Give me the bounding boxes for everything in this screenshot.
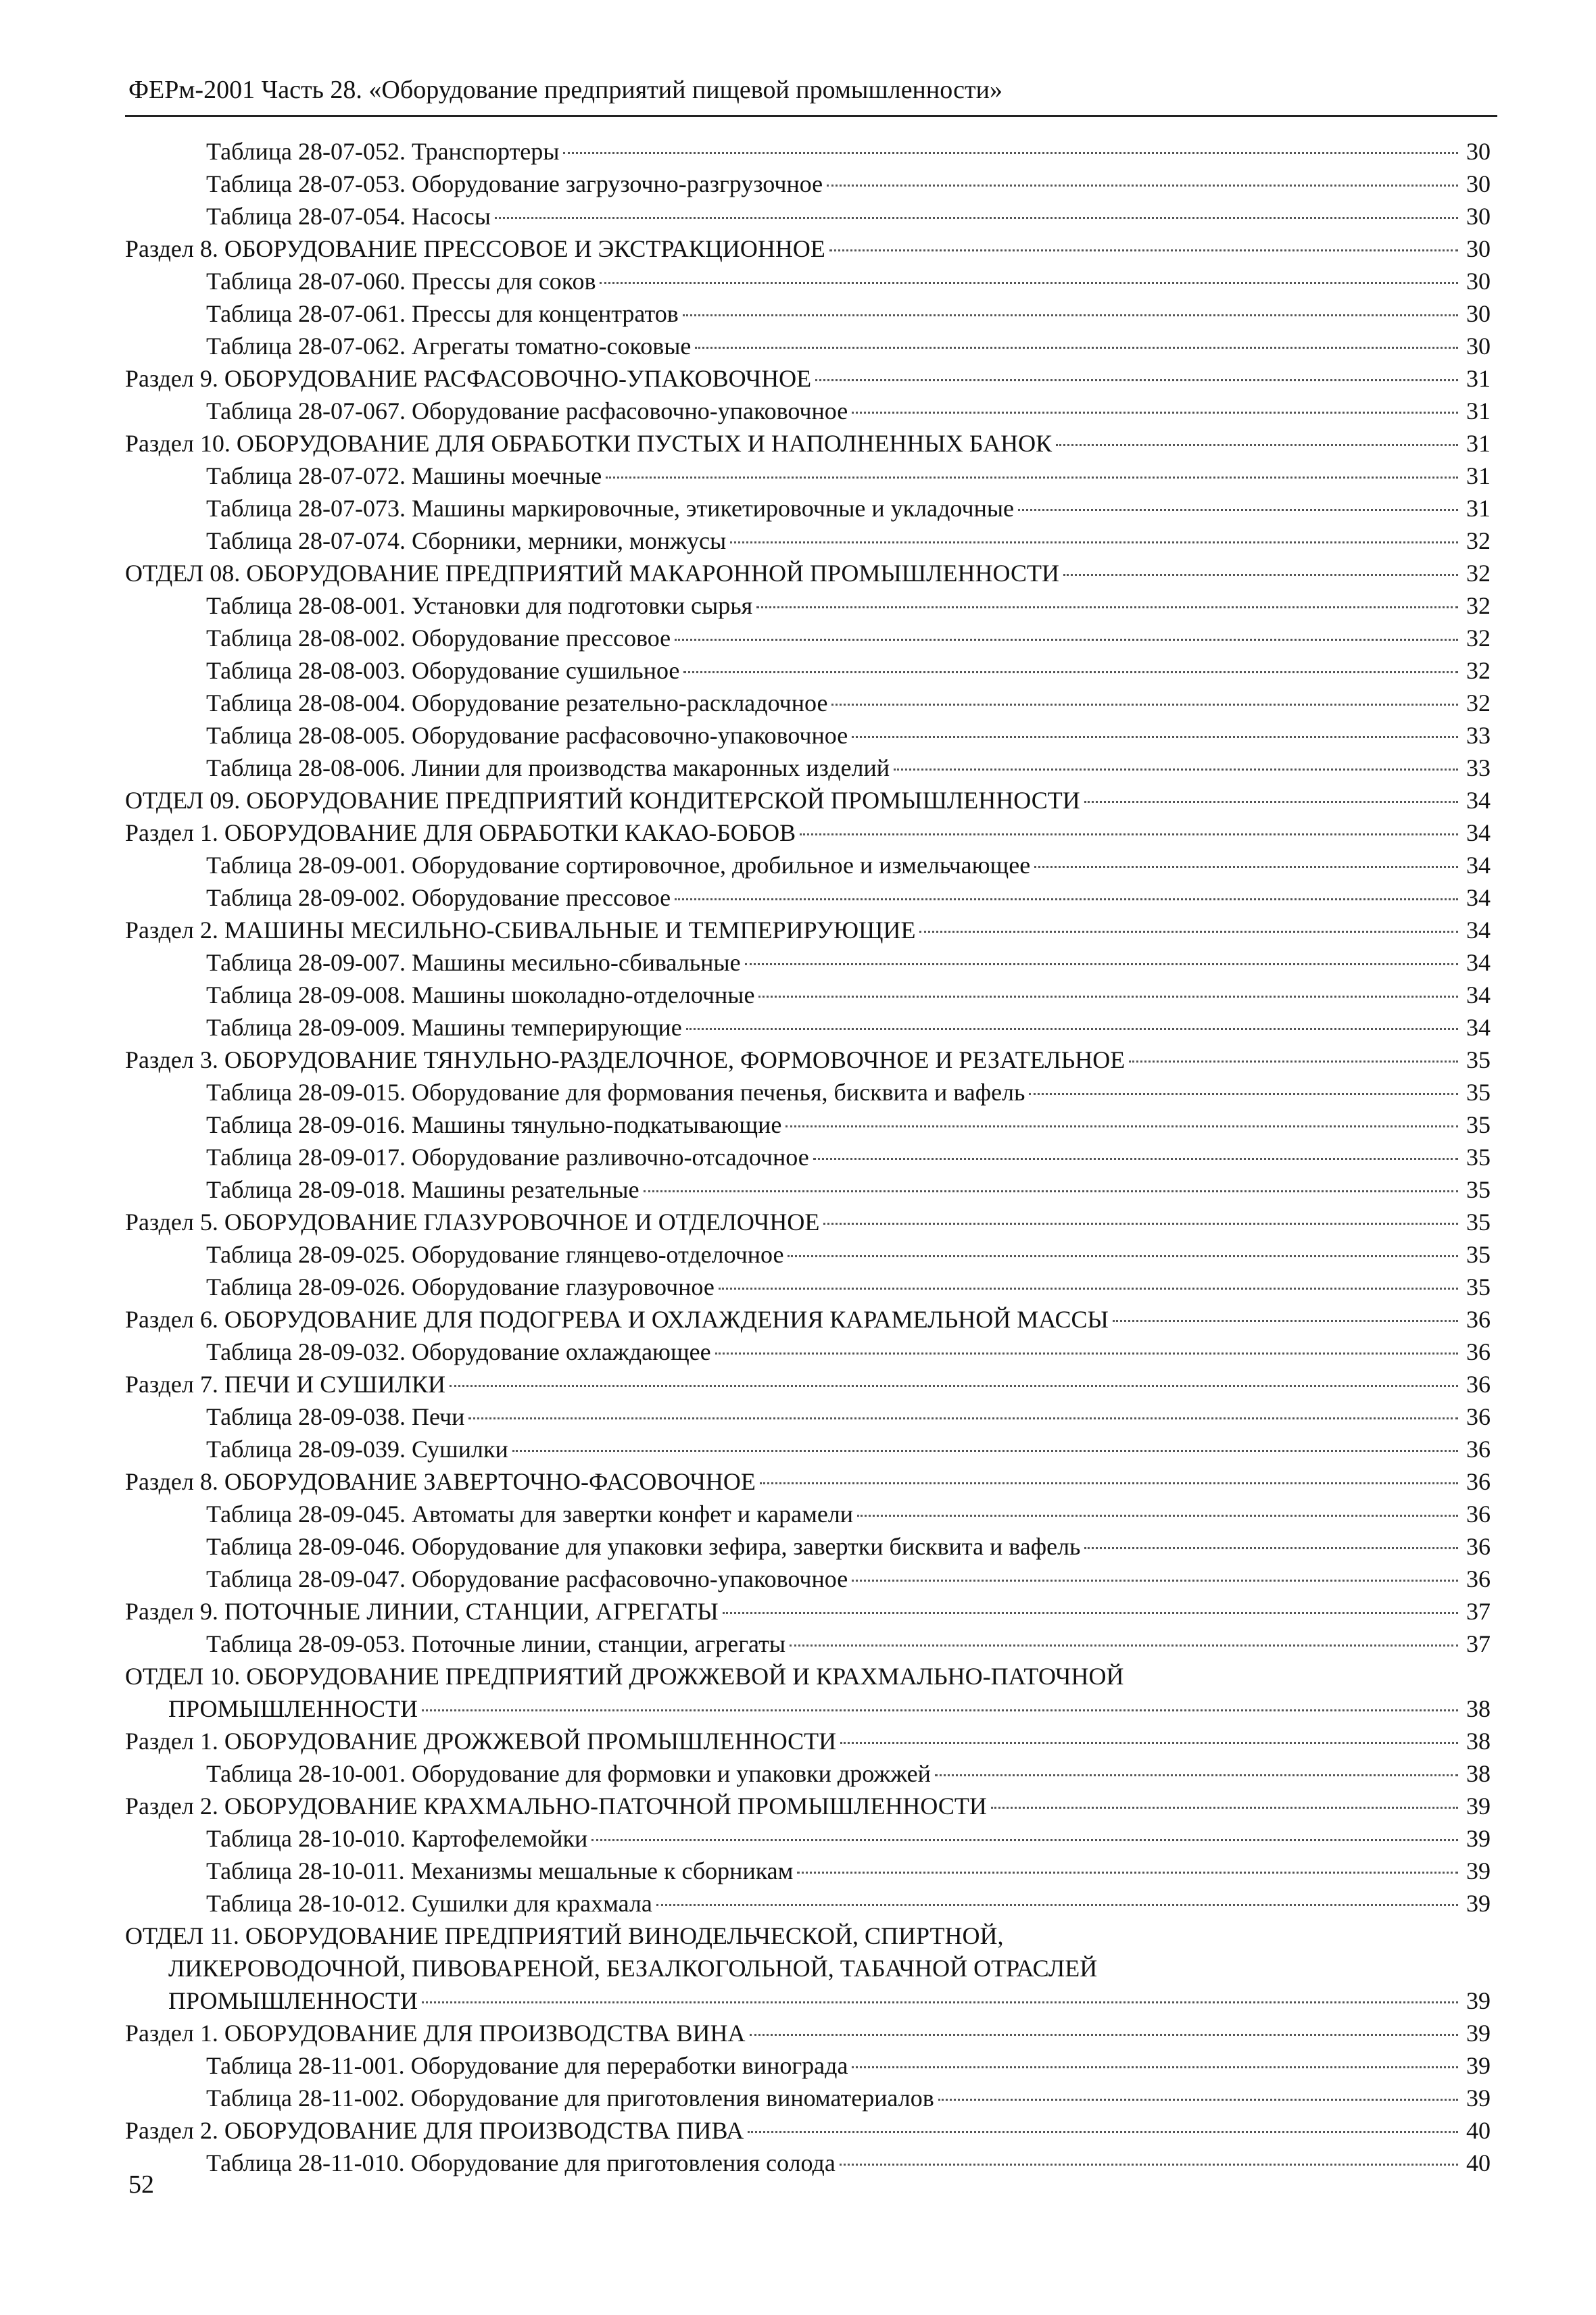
toc-entry-label: Таблица 28-07-061. Прессы для концентратов: [206, 300, 679, 327]
toc-entry[interactable]: [125, 2147, 1491, 2179]
toc-entry-label: Таблица 28-08-004. Оборудование резательно-раскладочное: [206, 689, 828, 716]
dot-leader: [723, 1612, 1458, 1614]
toc-entry-label: ПРОМЫШЛЕННОСТИ: [168, 1987, 418, 2014]
page-header: ФЕРм-2001 Часть 28. «Оборудование предприятий пищевой промышленности»: [128, 76, 1002, 104]
toc-entry-label: Таблица 28-09-032. Оборудование охлаждающее: [206, 1338, 711, 1365]
toc-entry-page: 39: [1466, 1890, 1491, 1917]
toc-entry-label: Таблица 28-07-072. Машины моечные: [206, 462, 602, 489]
toc-entry-page: 31: [1466, 397, 1491, 424]
toc-entry-page: 31: [1466, 462, 1491, 489]
dot-leader: [730, 541, 1458, 543]
toc-entry-page: 34: [1466, 852, 1491, 879]
toc-entry-page: 36: [1466, 1306, 1491, 1333]
toc-entry-label: Таблица 28-07-062. Агрегаты томатно-соковые: [206, 333, 692, 360]
toc-entry-page: 30: [1466, 333, 1491, 360]
toc-entry-page: 35: [1466, 1111, 1491, 1138]
toc-entry-page: 39: [1466, 1793, 1491, 1820]
toc-entry-label: Таблица 28-11-002. Оборудование для приготовления виноматериалов: [206, 2085, 934, 2112]
toc-entry-page: 32: [1466, 527, 1491, 554]
dot-leader: [756, 606, 1458, 608]
header-divider: [125, 115, 1497, 117]
toc-entry-label: Таблица 28-09-025. Оборудование глянцево-отделочное: [206, 1241, 784, 1268]
toc-entry-page: 35: [1466, 1079, 1491, 1106]
dot-leader: [1029, 1093, 1458, 1095]
toc-entry[interactable]: [125, 1303, 1491, 1336]
toc-entry-label: Таблица 28-09-018. Машины резательные: [206, 1176, 639, 1203]
toc-entry-page: 32: [1466, 592, 1491, 619]
toc-entry[interactable]: [125, 525, 1491, 557]
toc-entry-page: 39: [1466, 1987, 1491, 2014]
toc-entry[interactable]: [125, 1173, 1491, 1206]
toc-entry[interactable]: [125, 1368, 1491, 1400]
toc-entry-label: Таблица 28-09-008. Машины шоколадно-отделочные: [206, 981, 755, 1008]
toc-entry-label: Раздел 1. ОБОРУДОВАНИЕ ДРОЖЖЕВОЙ ПРОМЫШЛЕННОСТИ: [125, 1728, 837, 1755]
dot-leader: [823, 1223, 1458, 1225]
toc-entry[interactable]: [125, 1238, 1491, 1271]
toc-entry[interactable]: [125, 492, 1491, 525]
toc-entry-label: Таблица 28-11-010. Оборудование для приготовления солода: [206, 2149, 836, 2176]
toc-entry-page: 30: [1466, 235, 1491, 262]
toc-entry-label: Таблица 28-09-015. Оборудование для формования печенья, бисквита и вафель: [206, 1079, 1025, 1106]
dot-leader: [991, 1807, 1458, 1809]
dot-leader: [790, 1644, 1458, 1647]
toc-entry[interactable]: [125, 1271, 1491, 1303]
toc-entry[interactable]: [125, 719, 1491, 752]
toc-entry-label: Раздел 6. ОБОРУДОВАНИЕ ДЛЯ ПОДОГРЕВА И ОХЛАЖДЕНИЯ КАРАМЕЛЬНОЙ МАССЫ: [125, 1306, 1109, 1333]
dot-leader: [1113, 1320, 1458, 1322]
toc-entry-page: 30: [1466, 138, 1491, 165]
toc-entry[interactable]: [125, 784, 1491, 817]
toc-entry[interactable]: [125, 1206, 1491, 1238]
toc-entry-label: Таблица 28-09-053. Поточные линии, станции, агрегаты: [206, 1630, 786, 1657]
toc-entry[interactable]: [125, 557, 1491, 589]
toc-entry-page: 32: [1466, 560, 1491, 587]
toc-entry[interactable]: [125, 1011, 1491, 1044]
toc-entry-label: Таблица 28-09-017. Оборудование разливочно-отсадочное: [206, 1144, 809, 1171]
toc-entry[interactable]: [125, 2049, 1491, 2082]
toc-entry-page: 39: [1466, 1857, 1491, 1884]
dot-leader: [800, 833, 1458, 835]
dot-leader: [719, 1288, 1458, 1290]
toc-entry-label: ОТДЕЛ 11. ОБОРУДОВАНИЕ ПРЕДПРИЯТИЙ ВИНОДЕЛЬЧЕСКОЙ, СПИРТНОЙ,: [125, 1922, 1004, 1949]
toc-entry-page: 35: [1466, 1209, 1491, 1236]
toc-entry-label: Таблица 28-09-002. Оборудование прессовое: [206, 884, 671, 911]
toc-entry-page: 31: [1466, 430, 1491, 457]
dot-leader: [686, 1028, 1458, 1030]
toc-entry-label: ЛИКЕРОВОДОЧНОЙ, ПИВОВАРЕНОЙ, БЕЗАЛКОГОЛЬНОЙ, ТАБАЧНОЙ ОТРАСЛЕЙ: [168, 1955, 1098, 1982]
toc-entry-label: Таблица 28-10-010. Картофелемойки: [206, 1825, 588, 1852]
toc-entry[interactable]: [125, 1465, 1491, 1498]
toc-entry-label: Таблица 28-09-047. Оборудование расфасовочно-упаковочное: [206, 1565, 848, 1592]
dot-leader: [1056, 444, 1458, 446]
toc-entry[interactable]: [125, 979, 1491, 1011]
toc-entry-page: 30: [1466, 170, 1491, 197]
toc-entry-page: 34: [1466, 884, 1491, 911]
toc-entry-label: Таблица 28-07-060. Прессы для соков: [206, 268, 596, 295]
toc-entry-label: Таблица 28-08-001. Установки для подготовки сырья: [206, 592, 753, 619]
toc-entry-page: 36: [1466, 1436, 1491, 1463]
dot-leader: [750, 2034, 1458, 2036]
toc-entry-label: Таблица 28-08-006. Линии для производства макаронных изделий: [206, 754, 890, 781]
toc-entry-label: Таблица 28-09-016. Машины тянульно-подкатывающие: [206, 1111, 782, 1138]
toc-entry-page: 33: [1466, 754, 1491, 781]
dot-leader: [675, 639, 1458, 641]
toc-entry[interactable]: [125, 1336, 1491, 1368]
toc-entry-page: 35: [1466, 1046, 1491, 1073]
dot-leader: [644, 1190, 1458, 1192]
toc-entry-label: ОТДЕЛ 10. ОБОРУДОВАНИЕ ПРЕДПРИЯТИЙ ДРОЖЖЕВОЙ И КРАХМАЛЬНО-ПАТОЧНОЙ: [125, 1663, 1124, 1690]
toc-entry[interactable]: [125, 687, 1491, 719]
toc-entry-page: 34: [1466, 949, 1491, 976]
toc-entry[interactable]: [125, 654, 1491, 687]
toc-entry[interactable]: [125, 2082, 1491, 2114]
dot-leader: [1084, 801, 1458, 803]
dot-leader: [852, 2066, 1458, 2068]
dot-leader: [512, 1450, 1458, 1452]
dot-leader: [745, 963, 1458, 965]
toc-entry[interactable]: [125, 1498, 1491, 1530]
toc-entry-page: 36: [1466, 1501, 1491, 1528]
page-number: 52: [128, 2170, 154, 2199]
toc-entry-page: 30: [1466, 268, 1491, 295]
toc-entry[interactable]: [125, 914, 1491, 946]
dot-leader: [760, 1482, 1458, 1484]
toc-entry-label: Таблица 28-07-053. Оборудование загрузочно-разгрузочное: [206, 170, 823, 197]
toc-entry-page: 37: [1466, 1598, 1491, 1625]
toc-entry[interactable]: [125, 2017, 1491, 2049]
toc-entry-label: Раздел 2. ОБОРУДОВАНИЕ ДЛЯ ПРОИЗВОДСТВА ПИВА: [125, 2117, 744, 2144]
toc-entry-label: Таблица 28-09-001. Оборудование сортировочное, дробильное и измельчающее: [206, 852, 1031, 879]
toc-entry-label: Таблица 28-08-003. Оборудование сушильное: [206, 657, 680, 684]
toc-entry[interactable]: [125, 1563, 1491, 1595]
toc-entry-label: Таблица 28-09-045. Автоматы для завертки конфет и карамели: [206, 1501, 854, 1528]
toc-entry[interactable]: [125, 200, 1491, 233]
toc-entry-label: Раздел 9. ПОТОЧНЫЕ ЛИНИИ, СТАНЦИИ, АГРЕГАТЫ: [125, 1598, 719, 1625]
toc-entry[interactable]: [125, 1952, 1491, 1984]
toc-entry[interactable]: [125, 265, 1491, 297]
toc-entry[interactable]: [125, 168, 1491, 200]
toc-entry[interactable]: [125, 233, 1491, 265]
dot-leader: [683, 314, 1458, 316]
dot-leader: [1063, 574, 1458, 576]
dot-leader: [683, 671, 1458, 673]
toc-entry[interactable]: [125, 1984, 1491, 2017]
dot-leader: [852, 1580, 1458, 1582]
dot-leader: [829, 249, 1458, 251]
toc-entry[interactable]: [125, 1076, 1491, 1108]
toc-entry-page: 36: [1466, 1533, 1491, 1560]
toc-entry[interactable]: [125, 460, 1491, 492]
dot-leader: [450, 1385, 1458, 1387]
toc-entry-label: Таблица 28-07-073. Машины маркировочные, этикетировочные и укладочные: [206, 495, 1014, 522]
toc-entry-label: Таблица 28-09-007. Машины месильно-сбивальные: [206, 949, 741, 976]
toc-entry[interactable]: [125, 881, 1491, 914]
dot-leader: [422, 1709, 1458, 1711]
toc-entry[interactable]: [125, 1822, 1491, 1855]
toc-entry-page: 38: [1466, 1728, 1491, 1755]
toc-entry-label: Таблица 28-09-039. Сушилки: [206, 1436, 508, 1463]
toc-entry[interactable]: [125, 1400, 1491, 1433]
toc-entry-label: Раздел 10. ОБОРУДОВАНИЕ ДЛЯ ОБРАБОТКИ ПУСТЫХ И НАПОЛНЕННЫХ БАНОК: [125, 430, 1053, 457]
toc-entry-label: Раздел 1. ОБОРУДОВАНИЕ ДЛЯ ПРОИЗВОДСТВА ВИНА: [125, 2020, 746, 2047]
toc-entry[interactable]: [125, 1433, 1491, 1465]
toc-entry[interactable]: [125, 297, 1491, 330]
dot-leader: [813, 1158, 1458, 1160]
dot-leader: [852, 412, 1458, 414]
dot-leader: [591, 1839, 1458, 1841]
toc-entry-label: Раздел 7. ПЕЧИ И СУШИЛКИ: [125, 1371, 445, 1398]
toc-entry[interactable]: [125, 849, 1491, 881]
dot-leader: [852, 736, 1458, 738]
toc-entry-label: Таблица 28-09-026. Оборудование глазуровочное: [206, 1273, 715, 1300]
toc-entry-page: 36: [1466, 1403, 1491, 1430]
toc-entry-label: Таблица 28-07-052. Транспортеры: [206, 138, 560, 165]
toc-entry[interactable]: [125, 2114, 1491, 2147]
table-of-contents: [125, 135, 1491, 2179]
toc-entry[interactable]: [125, 1595, 1491, 1628]
toc-entry-page: 36: [1466, 1371, 1491, 1398]
dot-leader: [894, 769, 1458, 771]
toc-entry-page: 35: [1466, 1273, 1491, 1300]
toc-entry-page: 39: [1466, 2020, 1491, 2047]
dot-leader: [495, 217, 1458, 219]
toc-entry-page: 34: [1466, 787, 1491, 814]
toc-entry[interactable]: [125, 1725, 1491, 1757]
toc-entry[interactable]: [125, 427, 1491, 460]
toc-entry[interactable]: [125, 1855, 1491, 1887]
toc-entry-page: 30: [1466, 203, 1491, 230]
dot-leader: [606, 477, 1458, 479]
toc-entry-page: 34: [1466, 1014, 1491, 1041]
toc-entry[interactable]: [125, 622, 1491, 654]
toc-entry-page: 39: [1466, 2052, 1491, 2079]
toc-entry-page: 32: [1466, 689, 1491, 716]
dot-leader: [785, 1125, 1458, 1127]
toc-entry[interactable]: [125, 1920, 1491, 1952]
toc-entry-label: Таблица 28-10-001. Оборудование для формовки и упаковки дрожжей: [206, 1760, 931, 1787]
dot-leader: [468, 1417, 1458, 1419]
toc-entry-label: Раздел 2. МАШИНЫ МЕСИЛЬНО-СБИВАЛЬНЫЕ И ТЕМПЕРИРУЮЩИЕ: [125, 917, 916, 944]
toc-entry-page: 39: [1466, 1825, 1491, 1852]
toc-entry[interactable]: [125, 395, 1491, 427]
toc-entry-label: Раздел 9. ОБОРУДОВАНИЕ РАСФАСОВОЧНО-УПАКОВОЧНОЕ: [125, 365, 812, 392]
toc-entry-label: Таблица 28-08-005. Оборудование расфасовочно-упаковочное: [206, 722, 848, 749]
toc-entry-page: 37: [1466, 1630, 1491, 1657]
dot-leader: [1129, 1061, 1458, 1063]
toc-entry-label: Таблица 28-08-002. Оборудование прессовое: [206, 625, 671, 652]
toc-entry[interactable]: [125, 1044, 1491, 1076]
dot-leader: [1034, 866, 1458, 868]
toc-entry-label: ПРОМЫШЛЕННОСТИ: [168, 1695, 418, 1722]
toc-entry-label: Таблица 28-07-067. Оборудование расфасовочно-упаковочное: [206, 397, 848, 424]
toc-entry-page: 34: [1466, 917, 1491, 944]
toc-entry-page: 30: [1466, 300, 1491, 327]
toc-entry-label: Раздел 1. ОБОРУДОВАНИЕ ДЛЯ ОБРАБОТКИ КАКАО-БОБОВ: [125, 819, 796, 846]
toc-entry-label: Таблица 28-09-038. Печи: [206, 1403, 465, 1430]
dot-leader: [840, 2164, 1458, 2166]
toc-entry-page: 36: [1466, 1565, 1491, 1592]
toc-entry-page: 38: [1466, 1695, 1491, 1722]
dot-leader: [857, 1515, 1458, 1517]
toc-entry-page: 38: [1466, 1760, 1491, 1787]
dot-leader: [715, 1353, 1458, 1355]
dot-leader: [788, 1255, 1458, 1257]
toc-entry-label: Раздел 3. ОБОРУДОВАНИЕ ТЯНУЛЬНО-РАЗДЕЛОЧНОЕ, ФОРМОВОЧНОЕ И РЕЗАТЕЛЬНОЕ: [125, 1046, 1126, 1073]
toc-entry[interactable]: [125, 752, 1491, 784]
toc-entry-label: Раздел 8. ОБОРУДОВАНИЕ ПРЕССОВОЕ И ЭКСТРАКЦИОННОЕ: [125, 235, 825, 262]
toc-entry[interactable]: [125, 330, 1491, 362]
dot-leader: [797, 1872, 1458, 1874]
toc-entry[interactable]: [125, 1660, 1491, 1692]
dot-leader: [935, 1774, 1458, 1776]
toc-entry-label: Таблица 28-11-001. Оборудование для переработки винограда: [206, 2052, 848, 2079]
toc-entry-label: Раздел 8. ОБОРУДОВАНИЕ ЗАВЕРТОЧНО-ФАСОВОЧНОЕ: [125, 1468, 756, 1495]
toc-entry-page: 36: [1466, 1468, 1491, 1495]
dot-leader: [840, 1742, 1458, 1744]
toc-entry-page: 33: [1466, 722, 1491, 749]
dot-leader: [815, 379, 1458, 381]
toc-entry-page: 40: [1466, 2149, 1491, 2176]
toc-entry-page: 32: [1466, 625, 1491, 652]
toc-entry-page: 35: [1466, 1176, 1491, 1203]
dot-leader: [422, 2001, 1458, 2003]
toc-entry-page: 40: [1466, 2117, 1491, 2144]
toc-entry-page: 31: [1466, 495, 1491, 522]
toc-entry[interactable]: [125, 1530, 1491, 1563]
dot-leader: [695, 347, 1458, 349]
toc-entry-label: Таблица 28-09-046. Оборудование для упаковки зефира, завертки бисквита и вафель: [206, 1533, 1081, 1560]
toc-entry[interactable]: [125, 1628, 1491, 1660]
toc-entry-label: Таблица 28-10-012. Сушилки для крахмала: [206, 1890, 652, 1917]
toc-entry[interactable]: [125, 589, 1491, 622]
toc-entry[interactable]: [125, 817, 1491, 849]
dot-leader: [748, 2131, 1458, 2133]
toc-entry-page: 35: [1466, 1144, 1491, 1171]
dot-leader: [758, 996, 1458, 998]
dot-leader: [563, 152, 1458, 154]
toc-entry-page: 32: [1466, 657, 1491, 684]
toc-entry-label: Раздел 5. ОБОРУДОВАНИЕ ГЛАЗУРОВОЧНОЕ И ОТДЕЛОЧНОЕ: [125, 1209, 820, 1236]
toc-entry-label: Таблица 28-09-009. Машины темперирующие: [206, 1014, 682, 1041]
dot-leader: [938, 2099, 1458, 2101]
toc-entry-page: 35: [1466, 1241, 1491, 1268]
dot-leader: [919, 931, 1458, 933]
toc-entry-label: Таблица 28-10-011. Механизмы мешальные к сборникам: [206, 1857, 794, 1884]
dot-leader: [831, 704, 1458, 706]
toc-entry-label: Таблица 28-07-074. Сборники, мерники, монжусы: [206, 527, 727, 554]
toc-entry-page: 34: [1466, 819, 1491, 846]
toc-entry-page: 39: [1466, 2085, 1491, 2112]
dot-leader: [827, 185, 1458, 187]
toc-entry-page: 31: [1466, 365, 1491, 392]
toc-entry-label: ОТДЕЛ 08. ОБОРУДОВАНИЕ ПРЕДПРИЯТИЙ МАКАРОННОЙ ПРОМЫШЛЕННОСТИ: [125, 560, 1059, 587]
toc-entry-label: ОТДЕЛ 09. ОБОРУДОВАНИЕ ПРЕДПРИЯТИЙ КОНДИТЕРСКОЙ ПРОМЫШЛЕННОСТИ: [125, 787, 1080, 814]
toc-entry[interactable]: [125, 1790, 1491, 1822]
toc-entry[interactable]: [125, 1887, 1491, 1920]
toc-entry[interactable]: [125, 362, 1491, 395]
toc-entry-label: Таблица 28-07-054. Насосы: [206, 203, 491, 230]
dot-leader: [600, 282, 1458, 284]
toc-entry[interactable]: [125, 1692, 1491, 1725]
dot-leader: [656, 1904, 1458, 1906]
toc-entry[interactable]: [125, 1141, 1491, 1173]
toc-entry-page: 36: [1466, 1338, 1491, 1365]
toc-entry[interactable]: [125, 946, 1491, 979]
dot-leader: [1084, 1547, 1458, 1549]
toc-entry-label: Раздел 2. ОБОРУДОВАНИЕ КРАХМАЛЬНО-ПАТОЧНОЙ ПРОМЫШЛЕННОСТИ: [125, 1793, 987, 1820]
toc-entry-page: 34: [1466, 981, 1491, 1008]
dot-leader: [675, 898, 1458, 900]
toc-entry[interactable]: [125, 1108, 1491, 1141]
toc-entry[interactable]: [125, 1757, 1491, 1790]
toc-entry[interactable]: [125, 135, 1491, 168]
dot-leader: [1018, 509, 1458, 511]
